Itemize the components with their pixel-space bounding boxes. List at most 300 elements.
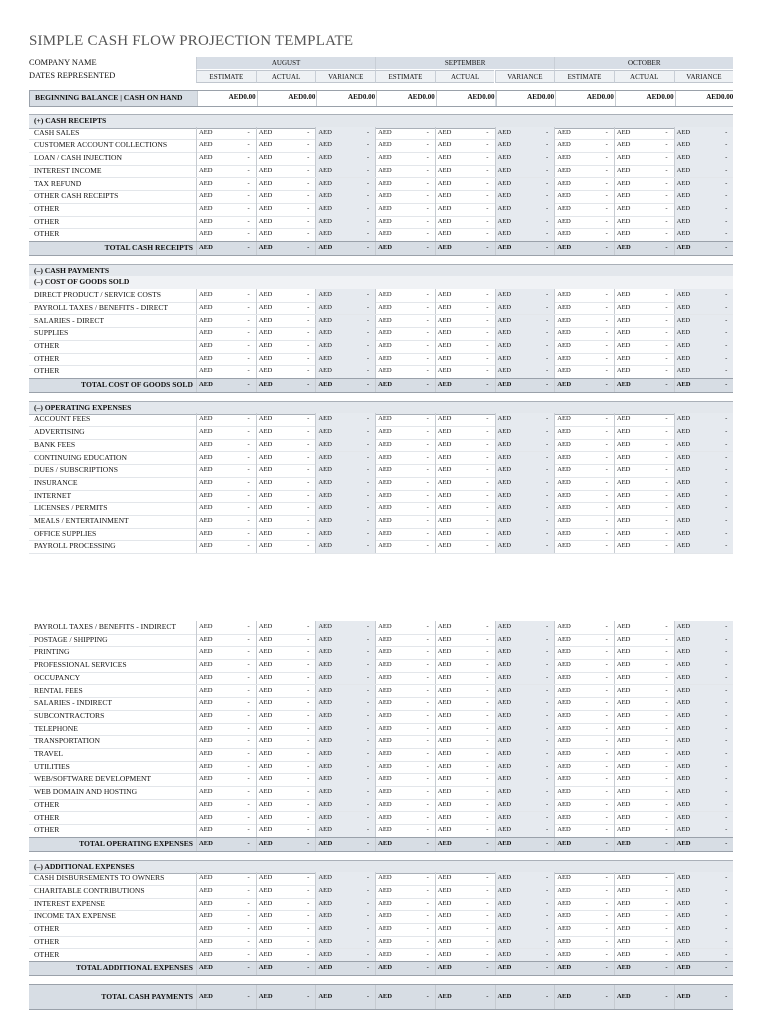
value-cell[interactable]: AED - <box>315 799 375 812</box>
value-cell[interactable]: AED - <box>435 515 495 528</box>
value-cell[interactable]: AED - <box>614 872 674 885</box>
value-cell[interactable]: AED - <box>614 659 674 672</box>
value-cell[interactable]: AED - <box>495 242 555 255</box>
value-cell[interactable]: AED - <box>554 885 614 898</box>
value-cell[interactable]: AED - <box>435 502 495 515</box>
value-cell[interactable]: AED - <box>495 697 555 710</box>
value-cell[interactable]: AED - <box>375 936 435 949</box>
value-cell[interactable]: AED - <box>614 898 674 911</box>
value-cell[interactable]: AED - <box>554 464 614 477</box>
value-cell[interactable]: AED0.00 <box>675 91 735 106</box>
value-cell[interactable]: AED - <box>495 646 555 659</box>
value-cell[interactable]: AED - <box>554 139 614 152</box>
value-cell[interactable]: AED - <box>196 528 256 541</box>
value-cell[interactable]: AED - <box>674 799 734 812</box>
value-cell[interactable]: AED - <box>435 773 495 786</box>
value-cell[interactable]: AED - <box>674 838 734 851</box>
value-cell[interactable]: AED - <box>495 178 555 191</box>
value-cell[interactable]: AED - <box>375 178 435 191</box>
value-cell[interactable]: AED - <box>375 735 435 748</box>
value-cell[interactable]: AED - <box>614 528 674 541</box>
value-cell[interactable]: AED - <box>554 723 614 736</box>
value-cell[interactable]: AED - <box>256 773 316 786</box>
value-cell[interactable]: AED - <box>495 515 555 528</box>
value-cell[interactable]: AED0.00 <box>436 91 496 106</box>
value-cell[interactable]: AED - <box>614 735 674 748</box>
value-cell[interactable]: AED0.00 <box>316 91 376 106</box>
value-cell[interactable]: AED - <box>554 302 614 315</box>
value-cell[interactable]: AED - <box>614 139 674 152</box>
value-cell[interactable]: AED - <box>196 659 256 672</box>
value-cell[interactable]: AED - <box>554 528 614 541</box>
value-cell[interactable]: AED - <box>495 735 555 748</box>
value-cell[interactable]: AED - <box>435 962 495 975</box>
value-cell[interactable]: AED - <box>435 315 495 328</box>
value-cell[interactable]: AED - <box>435 985 495 1009</box>
value-cell[interactable]: AED - <box>196 885 256 898</box>
value-cell[interactable]: AED - <box>614 426 674 439</box>
value-cell[interactable]: AED - <box>435 621 495 634</box>
value-cell[interactable]: AED - <box>315 985 375 1009</box>
value-cell[interactable]: AED - <box>674 646 734 659</box>
value-cell[interactable]: AED - <box>674 477 734 490</box>
value-cell[interactable]: AED - <box>256 452 316 465</box>
value-cell[interactable]: AED - <box>375 190 435 203</box>
value-cell[interactable]: AED - <box>495 634 555 647</box>
value-cell[interactable]: AED - <box>375 773 435 786</box>
value-cell[interactable]: AED - <box>375 985 435 1009</box>
value-cell[interactable]: AED - <box>554 962 614 975</box>
value-cell[interactable]: AED - <box>256 302 316 315</box>
value-cell[interactable]: AED - <box>614 216 674 229</box>
value-cell[interactable]: AED - <box>435 464 495 477</box>
value-cell[interactable]: AED - <box>614 327 674 340</box>
value-cell[interactable]: AED - <box>674 710 734 723</box>
value-cell[interactable]: AED - <box>614 799 674 812</box>
value-cell[interactable]: AED - <box>435 685 495 698</box>
value-cell[interactable]: AED - <box>495 838 555 851</box>
value-cell[interactable]: AED - <box>256 413 316 426</box>
value-cell[interactable]: AED - <box>256 353 316 366</box>
value-cell[interactable]: AED - <box>674 697 734 710</box>
value-cell[interactable]: AED - <box>375 216 435 229</box>
value-cell[interactable]: AED - <box>196 216 256 229</box>
value-cell[interactable]: AED - <box>375 228 435 241</box>
value-cell[interactable]: AED - <box>196 452 256 465</box>
value-cell[interactable]: AED - <box>375 477 435 490</box>
value-cell[interactable]: AED - <box>495 923 555 936</box>
value-cell[interactable]: AED - <box>554 799 614 812</box>
value-cell[interactable]: AED - <box>435 723 495 736</box>
value-cell[interactable]: AED - <box>554 735 614 748</box>
value-cell[interactable]: AED - <box>196 710 256 723</box>
value-cell[interactable]: AED - <box>554 812 614 825</box>
value-cell[interactable]: AED - <box>554 773 614 786</box>
value-cell[interactable]: AED - <box>315 216 375 229</box>
value-cell[interactable]: AED - <box>375 139 435 152</box>
value-cell[interactable]: AED - <box>495 426 555 439</box>
value-cell[interactable]: AED - <box>495 773 555 786</box>
value-cell[interactable]: AED - <box>435 697 495 710</box>
value-cell[interactable]: AED - <box>495 203 555 216</box>
value-cell[interactable]: AED - <box>614 910 674 923</box>
value-cell[interactable]: AED - <box>256 515 316 528</box>
value-cell[interactable]: AED - <box>256 898 316 911</box>
value-cell[interactable]: AED - <box>495 315 555 328</box>
value-cell[interactable]: AED - <box>554 315 614 328</box>
value-cell[interactable]: AED - <box>196 426 256 439</box>
value-cell[interactable]: AED - <box>315 515 375 528</box>
value-cell[interactable]: AED - <box>315 190 375 203</box>
value-cell[interactable]: AED - <box>495 949 555 962</box>
value-cell[interactable]: AED - <box>196 838 256 851</box>
value-cell[interactable]: AED - <box>315 898 375 911</box>
value-cell[interactable]: AED - <box>435 490 495 503</box>
value-cell[interactable]: AED - <box>256 178 316 191</box>
value-cell[interactable]: AED - <box>614 985 674 1009</box>
value-cell[interactable]: AED - <box>614 502 674 515</box>
value-cell[interactable]: AED - <box>495 289 555 302</box>
value-cell[interactable]: AED - <box>256 477 316 490</box>
value-cell[interactable]: AED - <box>375 910 435 923</box>
value-cell[interactable]: AED - <box>256 885 316 898</box>
value-cell[interactable]: AED - <box>375 799 435 812</box>
value-cell[interactable]: AED - <box>315 439 375 452</box>
value-cell[interactable]: AED0.00 <box>376 91 436 106</box>
value-cell[interactable]: AED - <box>315 672 375 685</box>
value-cell[interactable]: AED - <box>614 697 674 710</box>
value-cell[interactable]: AED - <box>554 697 614 710</box>
value-cell[interactable]: AED - <box>256 872 316 885</box>
value-cell[interactable]: AED - <box>674 165 734 178</box>
value-cell[interactable]: AED - <box>256 439 316 452</box>
value-cell[interactable]: AED - <box>196 315 256 328</box>
value-cell[interactable]: AED - <box>435 540 495 553</box>
value-cell[interactable]: AED - <box>554 515 614 528</box>
value-cell[interactable]: AED - <box>315 426 375 439</box>
value-cell[interactable]: AED - <box>196 735 256 748</box>
value-cell[interactable]: AED - <box>495 413 555 426</box>
value-cell[interactable]: AED - <box>315 885 375 898</box>
value-cell[interactable]: AED - <box>614 477 674 490</box>
value-cell[interactable]: AED - <box>435 646 495 659</box>
value-cell[interactable]: AED - <box>435 923 495 936</box>
value-cell[interactable]: AED - <box>375 327 435 340</box>
value-cell[interactable]: AED - <box>315 838 375 851</box>
value-cell[interactable]: AED - <box>614 439 674 452</box>
value-cell[interactable]: AED - <box>375 528 435 541</box>
value-cell[interactable]: AED - <box>256 824 316 837</box>
value-cell[interactable]: AED - <box>435 365 495 378</box>
value-cell[interactable]: AED - <box>554 413 614 426</box>
value-cell[interactable]: AED - <box>495 812 555 825</box>
value-cell[interactable]: AED - <box>674 203 734 216</box>
value-cell[interactable]: AED - <box>674 340 734 353</box>
value-cell[interactable]: AED - <box>315 812 375 825</box>
value-cell[interactable]: AED - <box>495 216 555 229</box>
value-cell[interactable]: AED - <box>614 464 674 477</box>
value-cell[interactable]: AED - <box>256 426 316 439</box>
value-cell[interactable]: AED - <box>614 340 674 353</box>
value-cell[interactable]: AED - <box>256 710 316 723</box>
value-cell[interactable]: AED - <box>614 178 674 191</box>
value-cell[interactable]: AED - <box>256 139 316 152</box>
value-cell[interactable]: AED - <box>315 165 375 178</box>
value-cell[interactable]: AED - <box>196 985 256 1009</box>
value-cell[interactable]: AED - <box>554 824 614 837</box>
value-cell[interactable]: AED - <box>256 735 316 748</box>
value-cell[interactable]: AED - <box>375 439 435 452</box>
value-cell[interactable]: AED - <box>196 761 256 774</box>
value-cell[interactable]: AED - <box>435 885 495 898</box>
value-cell[interactable]: AED - <box>495 490 555 503</box>
value-cell[interactable]: AED - <box>554 786 614 799</box>
value-cell[interactable]: AED - <box>674 748 734 761</box>
value-cell[interactable]: AED - <box>495 439 555 452</box>
value-cell[interactable]: AED - <box>554 178 614 191</box>
value-cell[interactable]: AED - <box>375 710 435 723</box>
value-cell[interactable]: AED - <box>495 659 555 672</box>
value-cell[interactable]: AED - <box>554 228 614 241</box>
value-cell[interactable]: AED - <box>256 748 316 761</box>
value-cell[interactable]: AED - <box>495 540 555 553</box>
value-cell[interactable]: AED - <box>315 340 375 353</box>
value-cell[interactable]: AED - <box>674 761 734 774</box>
value-cell[interactable]: AED - <box>315 634 375 647</box>
value-cell[interactable]: AED - <box>674 910 734 923</box>
value-cell[interactable]: AED - <box>435 949 495 962</box>
value-cell[interactable]: AED - <box>495 824 555 837</box>
value-cell[interactable]: AED - <box>614 152 674 165</box>
value-cell[interactable]: AED - <box>256 152 316 165</box>
value-cell[interactable]: AED - <box>674 502 734 515</box>
value-cell[interactable]: AED - <box>674 353 734 366</box>
value-cell[interactable]: AED - <box>315 139 375 152</box>
value-cell[interactable]: AED - <box>375 540 435 553</box>
value-cell[interactable]: AED - <box>435 203 495 216</box>
value-cell[interactable]: AED - <box>196 723 256 736</box>
value-cell[interactable]: AED - <box>315 697 375 710</box>
value-cell[interactable]: AED - <box>674 985 734 1009</box>
value-cell[interactable]: AED - <box>614 723 674 736</box>
value-cell[interactable]: AED - <box>435 327 495 340</box>
value-cell[interactable]: AED - <box>674 139 734 152</box>
value-cell[interactable]: AED - <box>614 949 674 962</box>
value-cell[interactable]: AED - <box>375 353 435 366</box>
value-cell[interactable]: AED - <box>674 127 734 140</box>
value-cell[interactable]: AED - <box>315 452 375 465</box>
value-cell[interactable]: AED - <box>495 379 555 392</box>
value-cell[interactable]: AED - <box>196 910 256 923</box>
value-cell[interactable]: AED - <box>196 152 256 165</box>
value-cell[interactable]: AED - <box>614 621 674 634</box>
value-cell[interactable]: AED - <box>256 962 316 975</box>
value-cell[interactable]: AED - <box>256 838 316 851</box>
value-cell[interactable]: AED - <box>554 426 614 439</box>
value-cell[interactable]: AED - <box>196 812 256 825</box>
value-cell[interactable]: AED - <box>674 452 734 465</box>
value-cell[interactable]: AED - <box>674 439 734 452</box>
value-cell[interactable]: AED - <box>495 152 555 165</box>
value-cell[interactable]: AED - <box>554 710 614 723</box>
value-cell[interactable]: AED - <box>495 365 555 378</box>
value-cell[interactable]: AED - <box>196 139 256 152</box>
value-cell[interactable]: AED - <box>674 672 734 685</box>
value-cell[interactable]: AED - <box>256 685 316 698</box>
value-cell[interactable]: AED - <box>196 799 256 812</box>
value-cell[interactable]: AED - <box>435 379 495 392</box>
value-cell[interactable]: AED - <box>614 672 674 685</box>
value-cell[interactable]: AED - <box>256 923 316 936</box>
value-cell[interactable]: AED - <box>196 786 256 799</box>
value-cell[interactable]: AED - <box>554 242 614 255</box>
value-cell[interactable]: AED - <box>674 962 734 975</box>
value-cell[interactable]: AED - <box>614 365 674 378</box>
value-cell[interactable]: AED - <box>674 936 734 949</box>
value-cell[interactable]: AED - <box>375 152 435 165</box>
value-cell[interactable]: AED - <box>196 127 256 140</box>
value-cell[interactable]: AED - <box>375 127 435 140</box>
value-cell[interactable]: AED - <box>256 799 316 812</box>
value-cell[interactable]: AED - <box>554 327 614 340</box>
value-cell[interactable]: AED - <box>674 365 734 378</box>
value-cell[interactable]: AED - <box>435 761 495 774</box>
value-cell[interactable]: AED0.00 <box>555 91 615 106</box>
value-cell[interactable]: AED - <box>196 773 256 786</box>
value-cell[interactable]: AED - <box>375 659 435 672</box>
value-cell[interactable]: AED - <box>614 228 674 241</box>
value-cell[interactable]: AED - <box>375 748 435 761</box>
value-cell[interactable]: AED - <box>196 621 256 634</box>
value-cell[interactable]: AED - <box>674 228 734 241</box>
value-cell[interactable]: AED - <box>315 315 375 328</box>
value-cell[interactable]: AED - <box>495 672 555 685</box>
value-cell[interactable]: AED - <box>315 502 375 515</box>
value-cell[interactable]: AED - <box>495 340 555 353</box>
value-cell[interactable]: AED - <box>554 477 614 490</box>
value-cell[interactable]: AED - <box>495 502 555 515</box>
value-cell[interactable]: AED - <box>674 872 734 885</box>
value-cell[interactable]: AED - <box>256 216 316 229</box>
value-cell[interactable]: AED - <box>674 949 734 962</box>
value-cell[interactable]: AED - <box>435 302 495 315</box>
value-cell[interactable]: AED - <box>614 302 674 315</box>
value-cell[interactable]: AED - <box>256 365 316 378</box>
value-cell[interactable]: AED - <box>614 203 674 216</box>
value-cell[interactable]: AED - <box>315 685 375 698</box>
value-cell[interactable]: AED - <box>674 773 734 786</box>
value-cell[interactable]: AED - <box>495 885 555 898</box>
value-cell[interactable]: AED - <box>375 515 435 528</box>
value-cell[interactable]: AED0.00 <box>615 91 675 106</box>
value-cell[interactable]: AED - <box>674 659 734 672</box>
value-cell[interactable]: AED - <box>375 621 435 634</box>
value-cell[interactable]: AED - <box>315 824 375 837</box>
value-cell[interactable]: AED - <box>614 540 674 553</box>
value-cell[interactable]: AED - <box>554 216 614 229</box>
value-cell[interactable]: AED - <box>375 315 435 328</box>
value-cell[interactable]: AED - <box>315 646 375 659</box>
value-cell[interactable]: AED - <box>256 949 316 962</box>
value-cell[interactable]: AED - <box>315 923 375 936</box>
value-cell[interactable]: AED - <box>315 203 375 216</box>
value-cell[interactable]: AED - <box>674 190 734 203</box>
value-cell[interactable]: AED - <box>495 139 555 152</box>
value-cell[interactable]: AED - <box>196 872 256 885</box>
value-cell[interactable]: AED - <box>495 477 555 490</box>
value-cell[interactable]: AED - <box>435 127 495 140</box>
value-cell[interactable]: AED - <box>315 773 375 786</box>
value-cell[interactable]: AED - <box>375 426 435 439</box>
value-cell[interactable]: AED - <box>554 540 614 553</box>
value-cell[interactable]: AED - <box>256 327 316 340</box>
value-cell[interactable]: AED - <box>554 621 614 634</box>
value-cell[interactable]: AED - <box>554 203 614 216</box>
value-cell[interactable]: AED - <box>375 413 435 426</box>
value-cell[interactable]: AED - <box>674 379 734 392</box>
value-cell[interactable]: AED - <box>435 165 495 178</box>
value-cell[interactable]: AED - <box>435 426 495 439</box>
value-cell[interactable]: AED - <box>196 203 256 216</box>
value-cell[interactable]: AED - <box>256 723 316 736</box>
value-cell[interactable]: AED - <box>674 315 734 328</box>
value-cell[interactable]: AED - <box>196 464 256 477</box>
value-cell[interactable]: AED - <box>554 898 614 911</box>
value-cell[interactable]: AED - <box>196 178 256 191</box>
value-cell[interactable]: AED - <box>554 190 614 203</box>
value-cell[interactable]: AED - <box>554 365 614 378</box>
value-cell[interactable]: AED - <box>256 289 316 302</box>
value-cell[interactable]: AED - <box>554 353 614 366</box>
value-cell[interactable]: AED - <box>315 178 375 191</box>
value-cell[interactable]: AED - <box>256 540 316 553</box>
value-cell[interactable]: AED - <box>554 985 614 1009</box>
value-cell[interactable]: AED - <box>196 477 256 490</box>
value-cell[interactable]: AED - <box>674 885 734 898</box>
value-cell[interactable]: AED - <box>614 413 674 426</box>
value-cell[interactable]: AED - <box>554 761 614 774</box>
value-cell[interactable]: AED - <box>614 634 674 647</box>
value-cell[interactable]: AED - <box>554 289 614 302</box>
value-cell[interactable]: AED - <box>674 327 734 340</box>
value-cell[interactable]: AED - <box>196 490 256 503</box>
value-cell[interactable]: AED - <box>614 936 674 949</box>
value-cell[interactable]: AED - <box>435 353 495 366</box>
value-cell[interactable]: AED - <box>435 528 495 541</box>
value-cell[interactable]: AED - <box>375 685 435 698</box>
value-cell[interactable]: AED - <box>256 464 316 477</box>
value-cell[interactable]: AED - <box>674 289 734 302</box>
value-cell[interactable]: AED - <box>674 413 734 426</box>
value-cell[interactable]: AED - <box>554 936 614 949</box>
value-cell[interactable]: AED - <box>495 528 555 541</box>
value-cell[interactable]: AED - <box>614 710 674 723</box>
value-cell[interactable]: AED - <box>554 340 614 353</box>
value-cell[interactable]: AED - <box>554 672 614 685</box>
value-cell[interactable]: AED - <box>315 659 375 672</box>
value-cell[interactable]: AED - <box>495 985 555 1009</box>
value-cell[interactable]: AED - <box>614 812 674 825</box>
value-cell[interactable]: AED - <box>554 685 614 698</box>
value-cell[interactable]: AED - <box>554 748 614 761</box>
value-cell[interactable]: AED - <box>196 190 256 203</box>
value-cell[interactable]: AED - <box>315 949 375 962</box>
value-cell[interactable]: AED - <box>435 824 495 837</box>
value-cell[interactable]: AED - <box>614 962 674 975</box>
value-cell[interactable]: AED - <box>554 127 614 140</box>
value-cell[interactable]: AED - <box>674 685 734 698</box>
value-cell[interactable]: AED - <box>315 490 375 503</box>
